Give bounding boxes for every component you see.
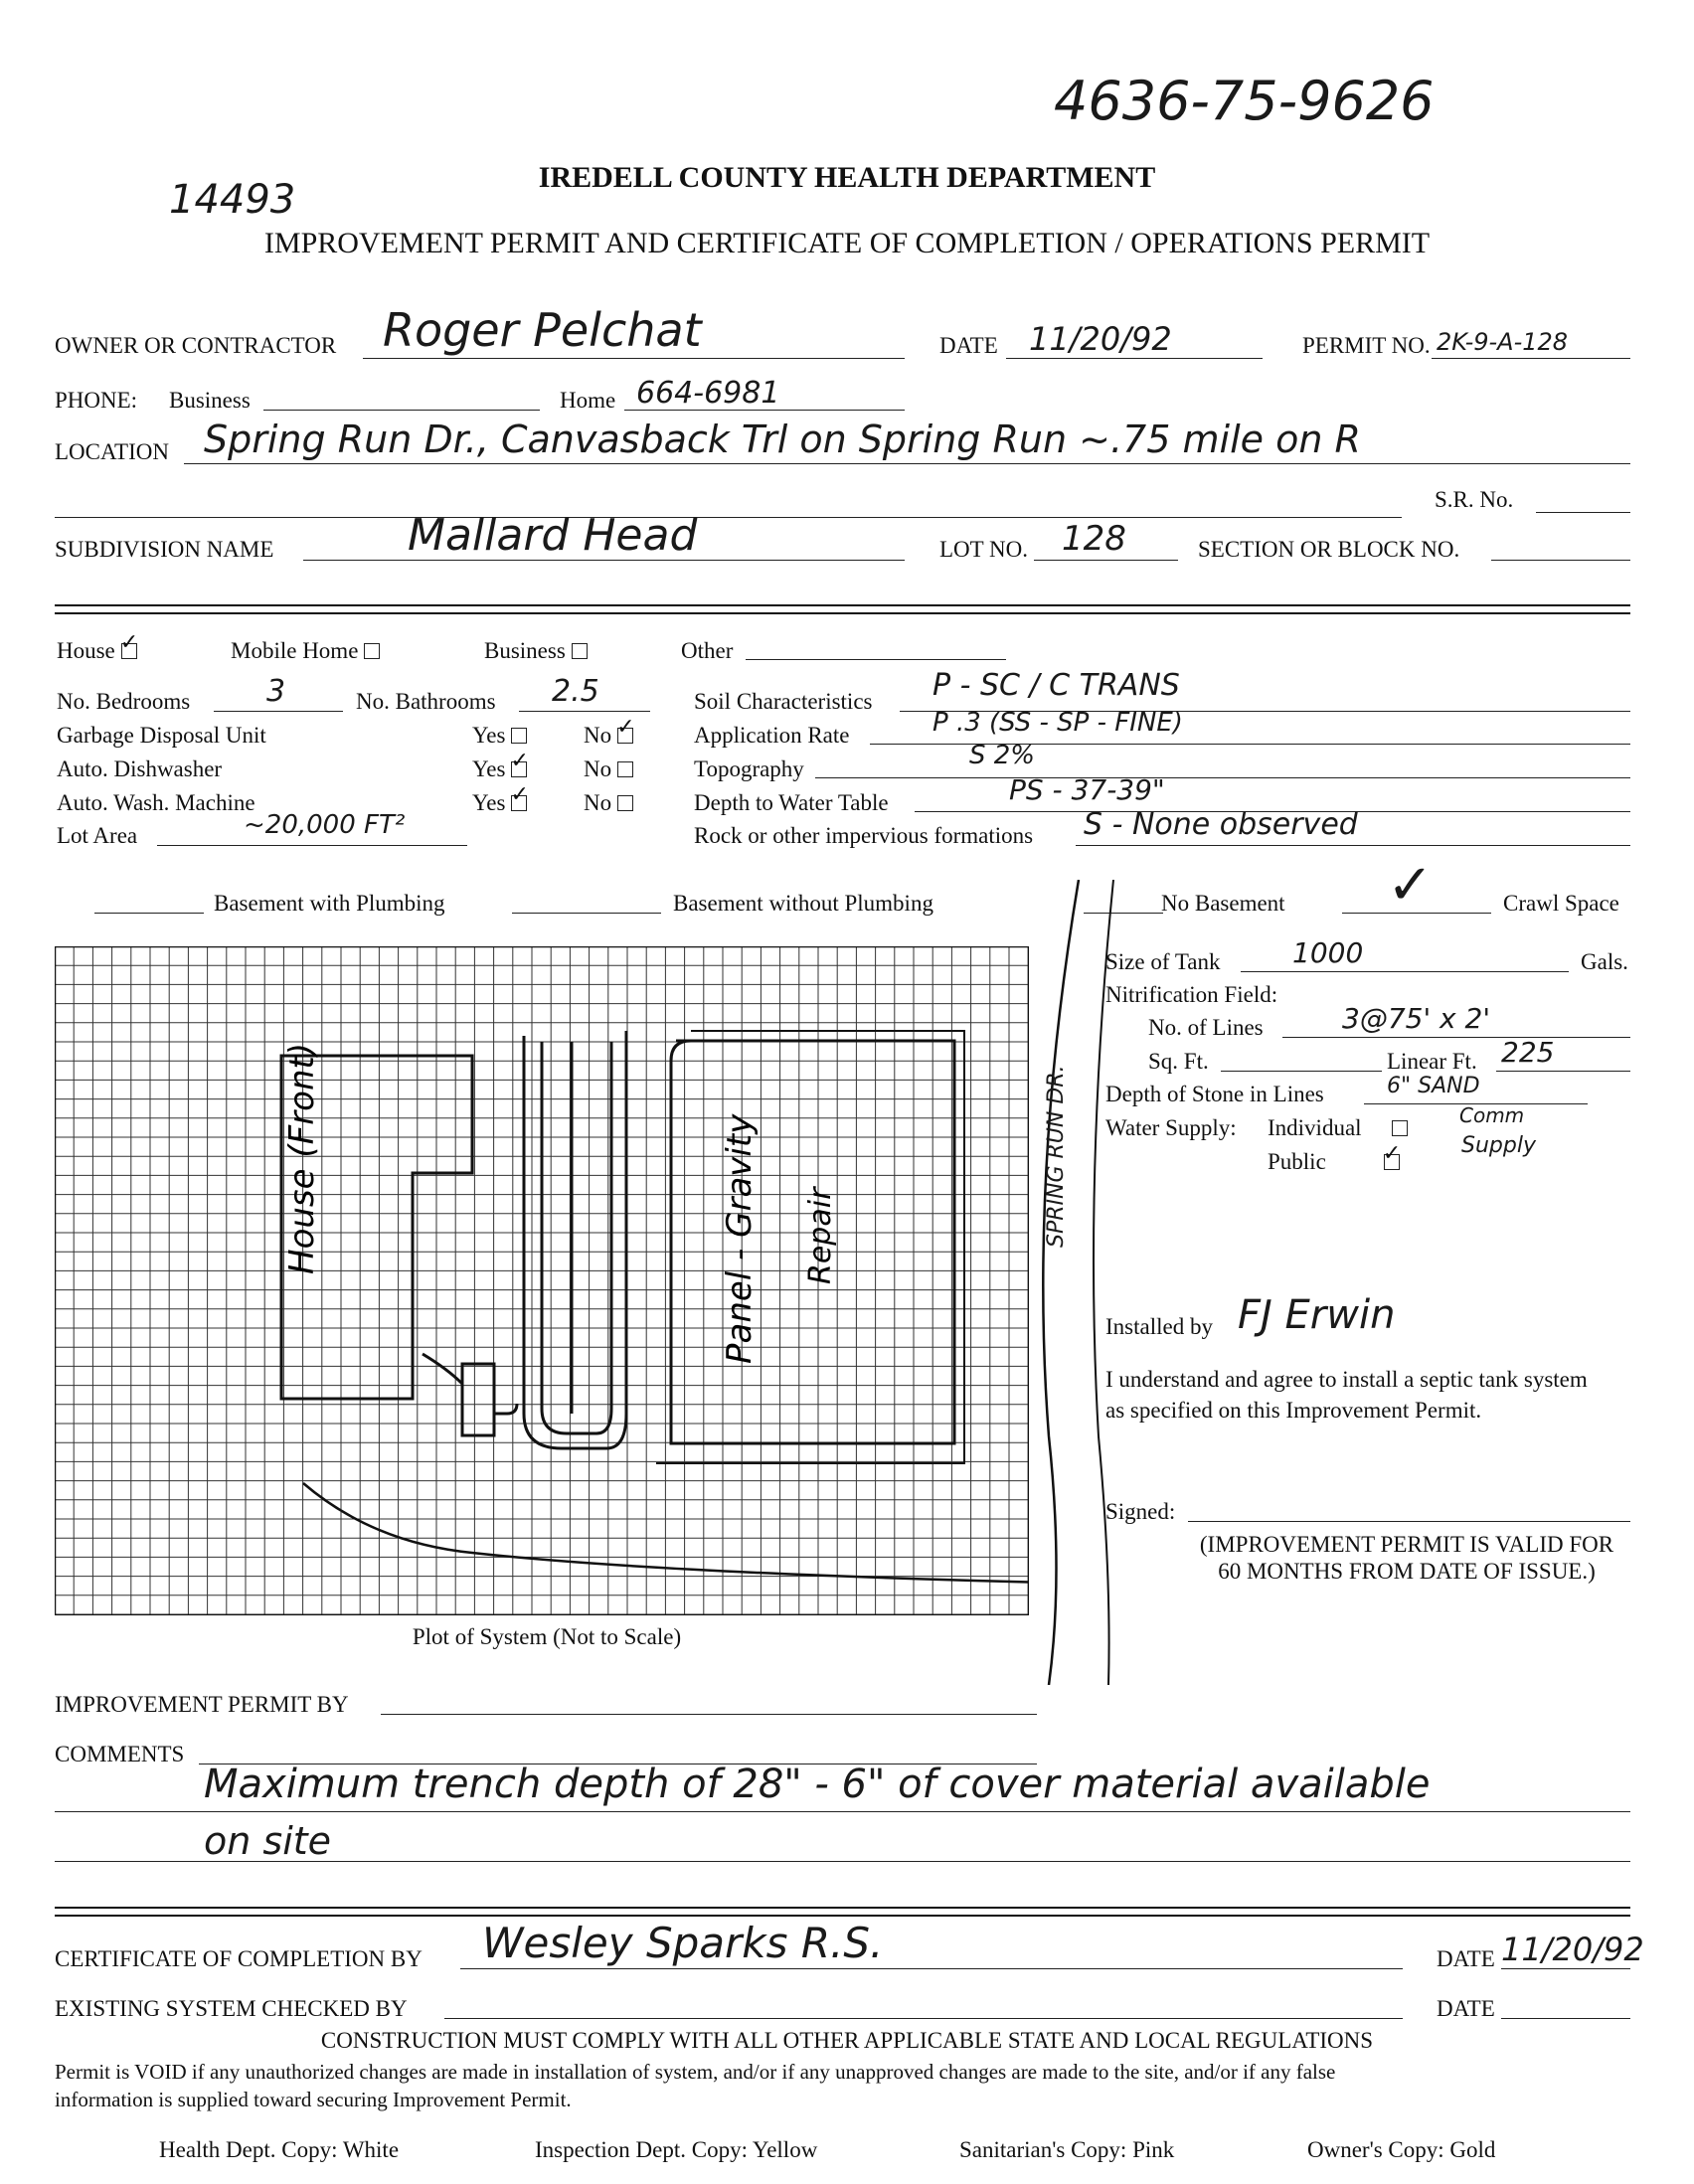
sqft-label: Sq. Ft.: [1148, 1049, 1209, 1074]
house-outlet: [423, 1354, 462, 1384]
water-note-2: Supply: [1461, 1133, 1536, 1158]
plot-grid: [55, 946, 1029, 1615]
lot-area-label: Lot Area: [57, 823, 138, 848]
signed-label: Signed:: [1105, 1499, 1176, 1524]
mobile-home-checkbox[interactable]: [364, 643, 380, 659]
bathrooms-value: 2.5: [552, 674, 599, 709]
date-label: DATE: [939, 333, 998, 358]
form-title: IMPROVEMENT PERMIT AND CERTIFICATE OF COMPLETION / OPERATIONS PERMIT: [263, 227, 1431, 259]
bathrooms-label: No. Bathrooms: [356, 689, 496, 714]
washer-no-checkbox[interactable]: [617, 795, 633, 811]
septic-tank: [462, 1364, 494, 1435]
water-public: Public ✓: [1268, 1141, 1402, 1174]
divider-bottom-1: [55, 1907, 1630, 1909]
owner-value: Roger Pelchat: [383, 303, 702, 357]
plot-caption: Plot of System (Not to Scale): [412, 1624, 682, 1649]
water-table-label: Depth to Water Table: [694, 790, 889, 815]
soil-value: P - SC / C TRANS: [932, 668, 1180, 703]
tank-outlet: [494, 1404, 517, 1414]
agree-line-2: as specified on this Improvement Permit.: [1105, 1398, 1482, 1423]
drain-line-2: [542, 1042, 611, 1433]
public-checkbox[interactable]: ✓: [1384, 1154, 1400, 1170]
plot-road-note: SPRING RUN DR.: [1044, 1065, 1069, 1248]
rock-value: S - None observed: [1084, 807, 1358, 842]
rock-line: [1076, 845, 1630, 846]
water-label: Water Supply:: [1105, 1115, 1237, 1140]
crawl-space-check: ✓: [1387, 853, 1434, 918]
lines-value: 3@75' x 2': [1342, 1002, 1491, 1035]
lines-label: No. of Lines: [1148, 1015, 1264, 1040]
washer-yes: Yes ✓: [472, 782, 529, 815]
void-line-1: Permit is VOID if any unauthorized changes are made in installation of system, and/or if any unapproved changes are made to the site, and/or if any false: [55, 2060, 1336, 2084]
lot-area-line: [157, 845, 467, 846]
existing-label: EXISTING SYSTEM CHECKED BY: [55, 1996, 408, 2021]
basement-with-line: [94, 913, 204, 914]
comments-line-1: [55, 1811, 1630, 1812]
business-option: Business: [484, 638, 588, 664]
copy-health: Health Dept. Copy: White: [159, 2137, 400, 2162]
lot-value: 128: [1062, 519, 1126, 559]
gals-label: Gals.: [1581, 949, 1628, 974]
permit-by-line: [381, 1714, 1037, 1715]
permit-line: [1432, 358, 1630, 359]
garbage-label: Garbage Disposal Unit: [57, 723, 266, 748]
business-phone-line: [263, 410, 540, 411]
location-line-2: [55, 517, 1402, 518]
signed-line: [1188, 1521, 1630, 1522]
permit-label: PERMIT NO.: [1302, 333, 1431, 358]
subdivision-value: Mallard Head: [408, 510, 698, 561]
linear-line: [1496, 1071, 1630, 1072]
phone-label: PHONE:: [55, 388, 138, 413]
tank-value: 1000: [1292, 936, 1364, 969]
topo-label: Topography: [694, 756, 804, 781]
garbage-no: No ✓: [584, 715, 635, 748]
stone-label: Depth of Stone in Lines: [1105, 1082, 1324, 1106]
dishwasher-label: Auto. Dishwasher: [57, 756, 223, 781]
dishwasher-yes-checkbox[interactable]: ✓: [511, 761, 527, 777]
basement-with-label: Basement with Plumbing: [214, 891, 445, 916]
linear-value: 225: [1501, 1036, 1555, 1069]
existing-line: [444, 2018, 1403, 2019]
sr-line: [1536, 512, 1630, 513]
dishwasher-no: No: [584, 756, 633, 782]
permit-by-label: IMPROVEMENT PERMIT BY: [55, 1692, 349, 1717]
business-checkbox[interactable]: [572, 643, 588, 659]
sr-label: S.R. No.: [1435, 487, 1514, 512]
washer-label: Auto. Wash. Machine: [57, 790, 255, 815]
water-note-1: Comm: [1459, 1103, 1525, 1127]
lot-line: [1034, 560, 1178, 561]
water-individual: Individual: [1268, 1115, 1408, 1141]
comments-text-1: Maximum trench depth of 28" - 6" of cover material available: [204, 1762, 1431, 1807]
garbage-yes-checkbox[interactable]: [511, 728, 527, 744]
other-label: Other: [681, 638, 734, 663]
comments-text-2: on site: [204, 1819, 332, 1863]
agency-title: IREDELL COUNTY HEALTH DEPARTMENT: [538, 161, 1156, 194]
rock-label: Rock or other impervious formations: [694, 823, 1034, 848]
cert-date-line: [1501, 1968, 1630, 1969]
garbage-no-checkbox[interactable]: ✓: [617, 728, 633, 744]
washer-no: No: [584, 790, 633, 816]
installed-label: Installed by: [1105, 1314, 1213, 1339]
date-value: 11/20/92: [1029, 320, 1172, 358]
cert-date-label: DATE: [1437, 1946, 1495, 1971]
section-label: SECTION OR BLOCK NO.: [1198, 537, 1460, 562]
divider-bottom-2: [55, 1915, 1630, 1917]
washer-yes-checkbox[interactable]: ✓: [511, 795, 527, 811]
topo-value: S 2%: [969, 741, 1036, 770]
basement-without-line: [512, 913, 661, 914]
copy-owner: Owner's Copy: Gold: [1307, 2137, 1496, 2162]
permit-value: 2K-9-A-128: [1437, 328, 1569, 356]
void-line-2: information is supplied toward securing Improvement Permit.: [55, 2088, 572, 2111]
field-label: Nitrification Field:: [1105, 982, 1278, 1007]
location-label: LOCATION: [55, 439, 169, 464]
existing-date-line: [1501, 2018, 1630, 2019]
house-option: House ✓: [57, 630, 139, 663]
linear-label: Linear Ft.: [1387, 1049, 1477, 1074]
bedrooms-value: 3: [266, 674, 286, 709]
topo-line: [815, 777, 1630, 778]
date-line: [1006, 358, 1263, 359]
file-number: 14493: [169, 177, 296, 223]
lot-label: LOT NO.: [939, 537, 1029, 562]
home-phone-label: Home: [560, 388, 616, 413]
plot-repair-note: Repair: [803, 1187, 838, 1284]
soil-label: Soil Characteristics: [694, 689, 873, 714]
app-rate-label: Application Rate: [694, 723, 850, 748]
subdivision-label: SUBDIVISION NAME: [55, 537, 274, 562]
house-checkbox[interactable]: ✓: [121, 643, 137, 659]
construction-notice: CONSTRUCTION MUST COMPLY WITH ALL OTHER APPLICABLE STATE AND LOCAL REGULATIONS: [320, 2028, 1374, 2053]
garbage-yes: Yes: [472, 723, 527, 749]
cert-value: Wesley Sparks R.S.: [482, 1919, 884, 1967]
owner-line: [363, 358, 905, 359]
app-rate-value: P .3 (SS - SP - FINE): [932, 708, 1183, 738]
divider-top-1: [55, 604, 1630, 606]
tank-label: Size of Tank: [1105, 949, 1221, 974]
driveway: [303, 1483, 1029, 1583]
copy-inspection: Inspection Dept. Copy: Yellow: [535, 2137, 818, 2162]
cert-date-value: 11/20/92: [1501, 1931, 1644, 1968]
no-basement-label: No Basement: [1161, 891, 1285, 916]
cert-label: CERTIFICATE OF COMPLETION BY: [55, 1946, 423, 1971]
copy-sanitarian: Sanitarian's Copy: Pink: [959, 2137, 1175, 2162]
plot-permit-note: Panel - Gravity: [720, 1113, 760, 1364]
business-phone-label: Business: [169, 388, 251, 413]
location-line: [184, 463, 1630, 464]
location-value: Spring Run Dr., Canvasback Trl on Spring Run ~.75 mile on R: [204, 418, 1361, 461]
water-table-value: PS - 37-39": [1009, 773, 1165, 806]
section-line: [1491, 560, 1630, 561]
comments-label: COMMENTS: [55, 1742, 185, 1766]
tank-line: [1241, 971, 1569, 972]
parcel-number: 4636-75-9626: [1054, 70, 1435, 132]
sqft-line: [1221, 1071, 1382, 1072]
installed-value: FJ Erwin: [1238, 1292, 1396, 1338]
plot-house-note: House (Front): [282, 1042, 322, 1274]
crawl-space-label: Crawl Space: [1503, 891, 1619, 916]
cert-line: [460, 1968, 1403, 1969]
owner-label: OWNER OR CONTRACTOR: [55, 333, 337, 358]
individual-checkbox[interactable]: [1392, 1120, 1408, 1136]
lines-line: [1282, 1037, 1630, 1038]
home-phone-value: 664-6981: [636, 376, 780, 411]
mobile-option: Mobile Home: [231, 638, 380, 664]
basement-without-label: Basement without Plumbing: [673, 891, 933, 916]
divider-top-2: [55, 612, 1630, 614]
agree-line-1: I understand and agree to install a septic tank system: [1105, 1367, 1588, 1392]
bathrooms-line: [519, 711, 650, 712]
existing-date-label: DATE: [1437, 1996, 1495, 2021]
dishwasher-yes: Yes ✓: [472, 749, 529, 781]
comments-line-2: [55, 1861, 1630, 1862]
bedrooms-line: [214, 711, 343, 712]
stone-value: 6" SAND: [1387, 1074, 1480, 1098]
lot-area-value: ~20,000 FT²: [244, 810, 406, 840]
other-line: [746, 659, 1006, 660]
valid-line-2: 60 MONTHS FROM DATE OF ISSUE.): [1218, 1559, 1596, 1584]
dishwasher-no-checkbox[interactable]: [617, 761, 633, 777]
valid-line-1: (IMPROVEMENT PERMIT IS VALID FOR: [1199, 1532, 1614, 1557]
bedrooms-label: No. Bedrooms: [57, 689, 191, 714]
